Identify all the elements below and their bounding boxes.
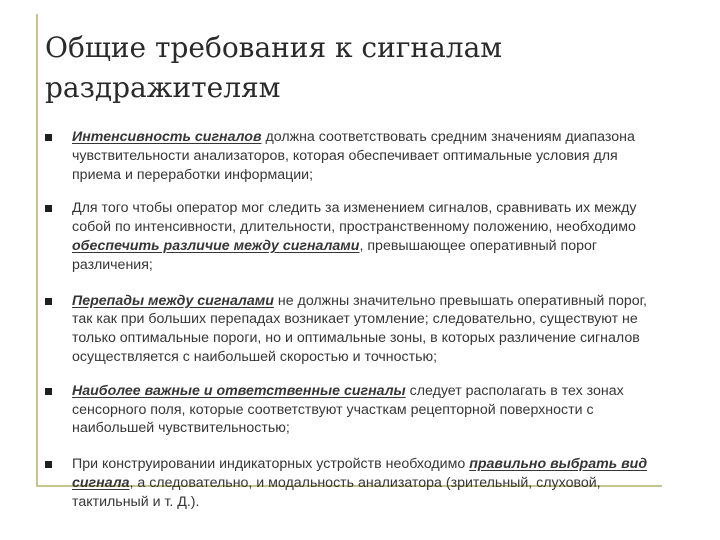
left-accent-line [36,14,38,486]
title-line-2: раздражителям [45,71,281,104]
bullet-item-signal-difference [45,199,665,274]
bullet-text: При конструировании индикаторных устройств необходимо [72,456,470,473]
bullet-emphasis: Интенсивность сигналов [72,129,262,145]
bullet-item-signal-intensity [45,128,665,184]
bullet-list [45,128,665,512]
slide-title [45,28,685,108]
bullet-item-important-signals [45,382,665,438]
bullet-item-signal-type [45,455,665,511]
bullet-text: Для того чтобы оператор мог следить за изменением сигналов, сравнивать их между собой по интенсивности, длительности, пространственному положению, необходимо [72,200,637,236]
square-bullet-icon [45,388,52,395]
bullet-emphasis: Наиболее важные и ответственные сигналы [72,382,406,399]
square-bullet-icon [45,298,52,305]
bullet-text: не должны значительно превышать оперативный порог, так как при больших перепадах возникает утомление; следовательно, существуют не только оптимальные пороги, но и оптимальные зоны, в которых различение сигналов осуществляется с наибольшей скоростью и точностью; [72,292,647,365]
bullet-text: , превышающее оперативный порог различения; [72,237,598,273]
bullet-item-signal-drops [45,292,665,367]
bullet-text: , а следовательно, и модальность анализатора (зрительный, слуховой, тактильный и т. Д.). [72,474,601,510]
square-bullet-icon [45,205,52,212]
bullet-text: должна соответствовать средним значениям диапазона чувствительности анализаторов, которая обеспечивает оптимальные условия для приема и переработки информации; [72,129,635,183]
bullet-emphasis: обеспечить различие между сигналами [72,237,360,254]
square-bullet-icon [45,461,52,468]
square-bullet-icon [45,134,52,141]
bullet-text: следует располагать в тех зонах сенсорного поля, которые соответствуют участкам рецепторной поверхности с наибольшей чувствительностью; [72,382,624,437]
bullet-emphasis: правильно выбрать вид сигнала [72,456,648,491]
title-line-1: Общие требования к сигналам [45,31,503,64]
bullet-emphasis: Перепады между сигналами [72,292,274,309]
